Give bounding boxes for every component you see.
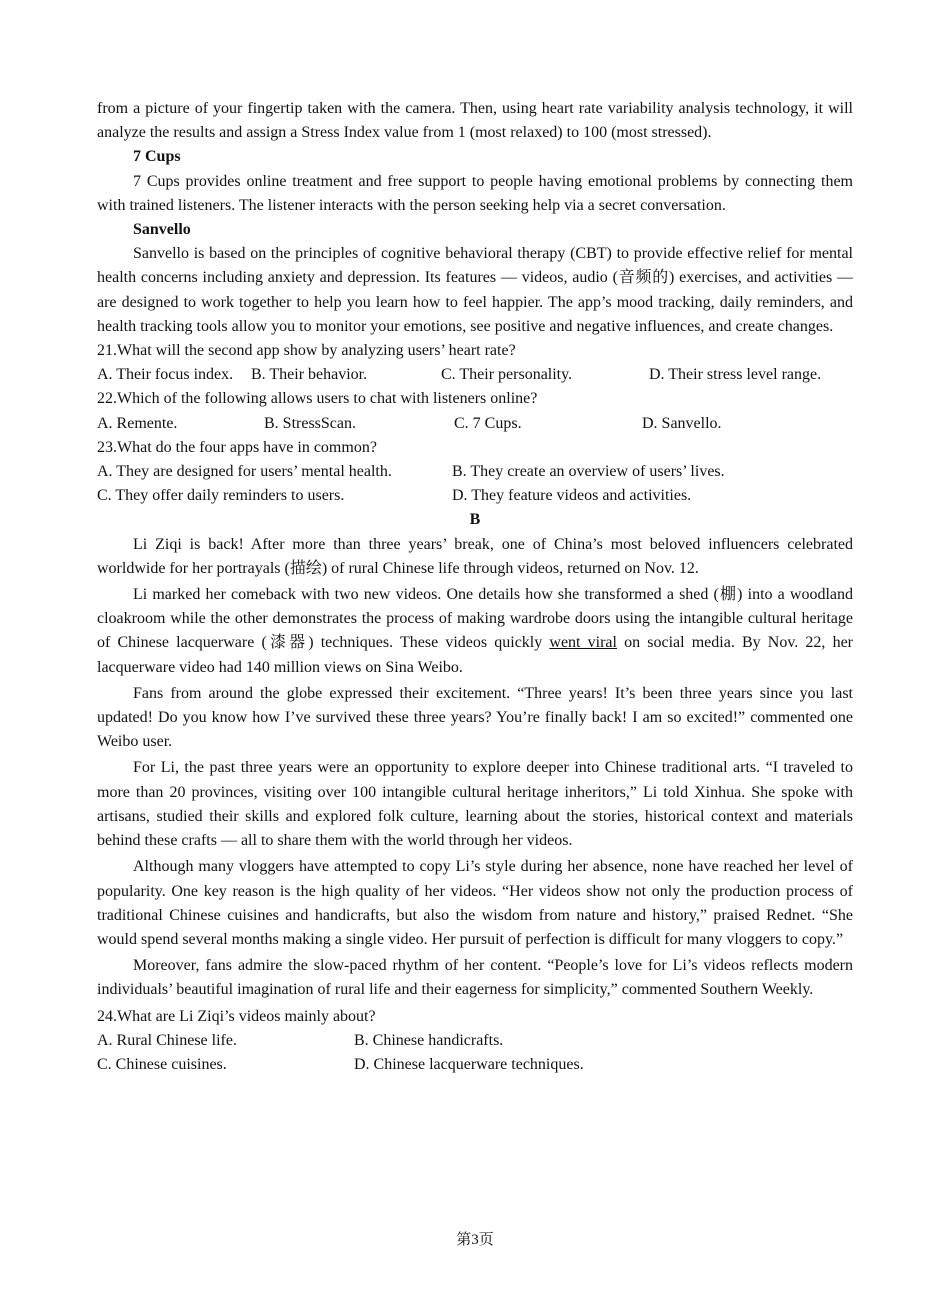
app-text-7cups: 7 Cups provides online treatment and free support to people having emotional problems by connecting them with trained listeners. The listener interacts with the person seeking help via a secret conversation. [97,172,853,214]
option-d: D. Sanvello. [642,414,722,432]
passage-b-paragraph: Li Ziqi is back! After more than three years’ break, one of China’s most beloved influencers celebrated worldwide for her portrayals (描绘) of rural Chinese life through videos, returned on Nov. 12. [97,535,853,577]
question-22: 22.Which of the following allows users to chat with listeners online? [97,390,538,408]
question-23-options-row1 [97,460,853,484]
option-d: D. Chinese lacquerware techniques. [354,1055,584,1073]
option-c: C. 7 Cups. [454,414,522,432]
text: on social media. By Nov. 22, her lacquerware video had 140 million views on Sina Weibo. [97,634,854,676]
app-heading-7cups: 7 Cups [133,148,181,166]
passage-b-paragraph: For Li, the past three years were an opportunity to explore deeper into Chinese traditional arts. “I traveled to more than 20 provinces, visiting over 100 intangible cultural heritage inheritors,” Li told Xinhua. She spoke with artisans, studied their skills and explored folk culture, learning about the stories, historical context and materials behind these crafts — all to share them with the world through her videos. [97,759,853,850]
app-heading-sanvello: Sanvello [133,221,191,239]
option-b: B. StressScan. [264,414,356,432]
section-b [97,508,853,1002]
passage-a-intro: from a picture of your fingertip taken with the camera. Then, using heart rate variability analysis technology, it will analyze the results and assign a Stress Index value from 1 (most relaxed) to 100 (most stressed). [97,100,853,142]
question-24-options-row1 [97,1029,853,1053]
app-text-sanvello: Sanvello is based on the principles of cognitive behavioral therapy (CBT) to provide effective relief for mental health concerns including anxiety and depression. Its features — videos, audio (音频的) exercises, and activities — are designed to work together to help you learn how to feel happier. The app’s mood tracking, daily reminders, and health tracking tools allow you to monitor your emotions, see positive and negative influences, and create changes. [97,245,853,335]
question-21-options [97,363,853,387]
question-23: 23.What do the four apps have in common? [97,438,377,456]
passage-b-paragraph: Moreover, fans admire the slow-paced rhythm of her content. “People’s love for Li’s videos reflects modern individuals’ beautiful imagination of rural life and their eagerness for simplicity,” commented Southern Weekly. [97,957,853,999]
option-d: D. They feature videos and activities. [452,487,692,505]
text: Li marked her comeback with two new videos. One details how she transformed a shed (棚) into a woodland cloakroom while the other demonstrates the process of making wardrobe doors using the intangible cultural heritage of Chinese lacquerware (漆器) techniques. These videos quickly [97,586,854,652]
passage-b-paragraph: Although many vloggers have attempted to copy Li’s style during her absence, none have reached her level of popularity. One key reason is the high quality of her videos. “Her videos show not only the production process of traditional Chinese cuisines and handicrafts, but also the wisdom from nature and history,” praised Rednet. “She would spend several months making a single video. Her pursuit of perfection is difficult for many vloggers to copy.” [97,858,853,948]
question-23-options-row2 [97,484,853,508]
question-21: 21.What will the second app show by analyzing users’ heart rate? [97,342,516,360]
page-number: 第3页 [456,1232,494,1248]
option-c: C. Their personality. [441,366,573,384]
option-b: B. Chinese handicrafts. [354,1031,504,1049]
question-24: 24.What are Li Ziqi’s videos mainly about? [97,1007,376,1025]
option-c: C. They offer daily reminders to users. [97,487,345,505]
document-page [97,97,853,1077]
option-c: C. Chinese cuisines. [97,1055,227,1073]
option-b: B. They create an overview of users’ lives. [452,463,725,481]
passage-b-paragraph [97,583,853,680]
option-b: B. Their behavior. [251,366,368,384]
section-b-heading: B [469,511,481,529]
option-a: A. Rural Chinese life. [97,1031,237,1049]
underlined-phrase: went viral [549,634,617,652]
question-22-options [97,412,853,436]
question-24-options-row2 [97,1053,853,1077]
option-a: A. They are designed for users’ mental health. [97,463,392,481]
option-d: D. Their stress level range. [649,366,822,384]
option-a: A. Their focus index. [97,366,234,384]
passage-b-paragraph: Fans from around the globe expressed their excitement. “Three years! It’s been three years since you last updated! Do you know how I’ve survived these three years? You’re finally back! I am so excited!” commented one Weibo user. [97,684,853,751]
option-a: A. Remente. [97,414,178,432]
